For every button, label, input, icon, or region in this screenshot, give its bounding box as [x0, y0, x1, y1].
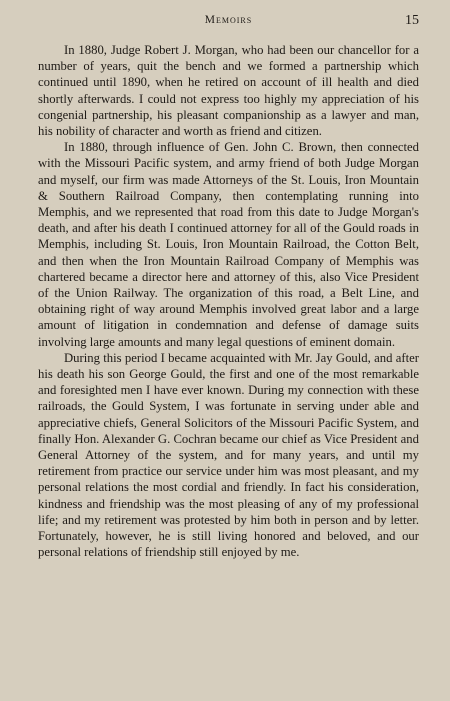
body-text [38, 42, 419, 561]
page-number: 15 [405, 13, 419, 28]
running-head [38, 14, 419, 36]
paragraph: In 1880, Judge Robert J. Morgan, who had been our chancellor for a number of years, quit the bench and we formed a partnership which continued until 1890, when he retired on account of ill health and died shortly afterwards. I could not express too highly my appreciation of his congenial partnership, his pleasant companionship as a lawyer and man, his nobility of character and worth as friend and citizen. [38, 43, 419, 139]
paragraph: In 1880, through influence of Gen. John C. Brown, then connected with the Missouri Pacific system, and army friend of both Judge Morgan and myself, our firm was made Attorneys of the St. Louis, Iron Mountain & Southern Railroad Company, then contemplating running into Memphis, and we represented that road from this date to Judge Morgan's death, and after his death I continued attorney for all of the Gould roads in Memphis, including St. Louis, Iron Mountain Railroad, the Cotton Belt, and then when the Iron Mountain Railroad Company of Memphis was chartered became a director here and attorney of this, also Vice President of the Union Railway. The organization of this road, a Belt Line, and obtaining right of way around Memphis involved great labor and a large amount of litigation in condemnation and defense of damage suits involving large amounts and many legal questions of eminent domain. [38, 140, 419, 349]
paragraph: During this period I became acquainted with Mr. Jay Gould, and after his death his son George Gould, the first and one of the most remarkable and foresighted men I have ever known. During my connection with these railroads, the Gould System, I was fortunate in serving under able and appreciative chiefs, General Solicitors of the Missouri Pacific System, and finally Hon. Alexander G. Cochran became our chief as Vice President and General Attorney of the system, and for many years, and until my retirement from practice our service under him was most pleasant, and my personal relations the most cordial and friendly. In fact his consideration, kindness and friendship was the most pleasing of any of my professional life; and my retirement was protested by him both in person and by letter. Fortunately, however, he is still living honored and beloved, and our personal relations of friendship still enjoyed by me. [38, 350, 419, 560]
running-head-title: Memoirs [204, 14, 253, 26]
